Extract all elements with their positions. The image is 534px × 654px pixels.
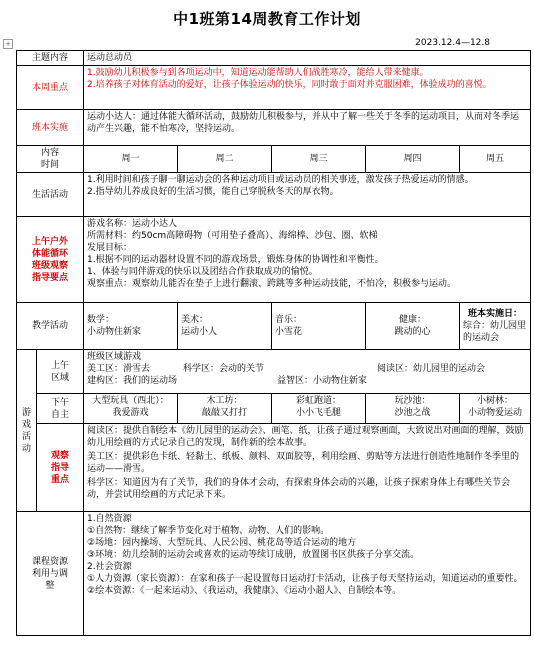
resources-line: ①人力资源（家长资源）：在家和孩子一起设置每日运动打卡活动，让孩子每天坚持运动，知道运动的重要性。 (87, 574, 523, 584)
weekly-focus-label: 本周重点 (17, 66, 84, 110)
teaching-topic: 小雪花 (275, 327, 303, 337)
afternoon-activity: 小小飞毛腿 (296, 408, 342, 418)
class-practice-value: 运动小达人：通过体能大循环活动，鼓励幼儿积极参与，并从中了解一些关于冬季的运动项目，从而对冬季运动产生兴趣，能不怕寒冷，坚持运动。 (84, 110, 531, 146)
teaching-cell-art (178, 303, 272, 350)
afternoon-activity: 沙池之战 (394, 408, 431, 418)
teaching-subject: 健康： (399, 315, 427, 325)
morning-area-row (87, 363, 527, 375)
resources-line: ②绘本资源：《一起来运动》、《我运动，我健康》、《运动小超人》、自制绘本等。 (87, 586, 402, 596)
teaching-cell-math (84, 303, 178, 350)
teaching-cell-health (366, 303, 460, 350)
afternoon-venue: 彩虹跑道： (296, 396, 342, 406)
afternoon-venue: 大型玩具（西北）： (92, 396, 169, 406)
games-label-char: 戏 (21, 419, 31, 430)
outdoor-line: 游戏名称：运动小达人 (87, 219, 178, 229)
resources-line: ①自然物：继续了解季节变化对于植物、动物、人们的影响。 (87, 526, 330, 536)
outdoor-label-line: 班级观察 (32, 260, 69, 271)
life-activity-item: 1.利用时间和孩子聊一聊运动会的各种运动项目或运动员的相关事迹，激发孩子热爱运动的情感。 (87, 175, 474, 185)
observation-line: 美工区：提供彩色卡纸、轻黏土、纸板、颜料、双面胶等，利用绘画、剪贴等方法进行创造性地制作冬季里的运动——滑雪。 (87, 452, 520, 474)
area-science: 科学区：会动的关节 (183, 364, 265, 374)
morning-area-content (84, 350, 531, 394)
teaching-topic: 运动小人 (181, 327, 218, 337)
life-activity-content (84, 173, 531, 217)
theme-label: 主题内容 (17, 51, 84, 66)
outdoor-line: 1.根据不同的运动器材设置不同的游戏场景，锻炼身体的协调性和平衡性。 (87, 255, 384, 265)
schedule-time-label: 时间 (41, 160, 60, 170)
morning-label-line: 区域 (51, 372, 70, 383)
outdoor-line: 所需材料：约50cm高障碍物（可用垫子叠高）、海绵棒、沙包、圈、软梯 (87, 231, 378, 241)
theme-value: 运动总动员 (84, 51, 531, 66)
afternoon-label-line: 下午 (51, 397, 70, 408)
afternoon-cell (460, 394, 531, 424)
observation-label-line: 重点 (51, 474, 70, 485)
teaching-topic: 跳动的心 (394, 327, 431, 337)
day-tuesday: 周二 (178, 146, 272, 173)
afternoon-activity: 我爱游戏 (112, 408, 149, 418)
morning-area-row (87, 375, 527, 387)
area-reading: 阅读区：幼儿园里的运动会 (377, 364, 486, 374)
teaching-subject: 美术： (181, 315, 209, 325)
practice-day-body: 综合：幼儿园里的运动会 (463, 321, 527, 343)
resources-label-line: 整 (45, 580, 55, 591)
area-puzzle: 益智区：小动物住新家 (277, 376, 368, 386)
teaching-subject: 数学： (87, 315, 115, 325)
resources-label-line: 课程资源 (32, 556, 69, 567)
outdoor-line: 发展目标： (87, 243, 133, 253)
weekly-focus-item: 1.鼓励幼儿积极参与到各项运动中，知道运动能帮助人们战胜寒冷，能给人带来健康。 (87, 68, 429, 78)
observation-content (84, 424, 531, 512)
games-label-char: 动 (21, 443, 31, 454)
resources-line: 1.自然资源 (87, 514, 132, 524)
outdoor-content (84, 217, 531, 303)
outdoor-label (17, 217, 84, 303)
area-art: 美工区：滑雪去 (87, 364, 151, 374)
life-activity-item: 2.指导幼儿养成良好的生活习惯，能自己穿脱秋冬天的厚衣物。 (87, 187, 339, 197)
afternoon-cell (178, 394, 272, 424)
schedule-content-label: 内容 (41, 148, 60, 158)
day-thursday: 周四 (366, 146, 460, 173)
afternoon-cell (272, 394, 366, 424)
teaching-topic: 小动物住新家 (87, 327, 142, 337)
teaching-cell-practice-day (460, 303, 531, 350)
observation-label-line: 观察 (51, 450, 70, 461)
observation-label (37, 424, 84, 512)
observation-line: 阅读区：提供自制绘本《幼儿园里的运动会》、画笔、纸，让孩子通过观察画面，大致说出对画面的理解，鼓励幼儿用绘画的方式记录自己的发现，制作新的绘本故事。 (87, 426, 524, 448)
weekly-focus-content (84, 66, 531, 110)
schedule-corner-label (17, 146, 84, 173)
observation-line: 科学区：知道因为有了关节，我们的身体才会动，有探索身体会动的兴趣，让孩子探索身体上有哪些关节会动，并尝试用绘画的方式记录下来。 (87, 478, 511, 500)
weekly-plan-table (16, 50, 531, 636)
table-move-handle-icon[interactable]: + (3, 39, 13, 49)
afternoon-cell (84, 394, 178, 424)
morning-area-label (37, 350, 84, 394)
teaching-cell-music (272, 303, 366, 350)
page-title: 中1班第14周教育工作计划 (173, 10, 361, 28)
resources-line: 2.社会资源 (87, 562, 132, 572)
games-label-char: 游 (21, 407, 31, 418)
outdoor-line: 1、体验与同伴游戏的快乐以及团结合作获取成功的愉悦。 (87, 267, 318, 277)
day-wednesday: 周三 (272, 146, 366, 173)
teaching-label: 教学活动 (17, 303, 84, 350)
practice-day-title: 班本实施日： (468, 309, 523, 319)
morning-area-title: 班级区域游戏 (87, 352, 142, 362)
resources-line: ③环境：幼儿绘制的运动会或喜欢的运动等续订成册，放置图书区供孩子分享交流。 (87, 550, 420, 560)
outdoor-label-line: 上午户外 (32, 236, 69, 247)
outdoor-label-line: 体能循环 (32, 248, 69, 259)
afternoon-activity: 小动物爱运动 (468, 408, 523, 418)
resources-line: ②场地：园内操场、大型玩具、人民公园、桃花岛等适合运动的地方 (87, 538, 357, 548)
afternoon-activity: 敲敲又打打 (202, 408, 248, 418)
morning-label-line: 上午 (51, 360, 70, 371)
resources-content (84, 512, 531, 636)
afternoon-cell (366, 394, 460, 424)
resources-label (17, 512, 84, 636)
afternoon-label-line: 自主 (51, 409, 70, 420)
observation-label-line: 指导 (51, 462, 70, 473)
afternoon-venue: 小树林： (477, 396, 514, 406)
afternoon-venue: 玩沙池： (394, 396, 431, 406)
weekly-focus-item: 2.培养孩子对体育活动的爱好，让孩子体验运动的快乐，同时敢于面对并克服困难，体验成功的喜悦。 (87, 80, 492, 90)
day-monday: 周一 (84, 146, 178, 173)
date-range: 2023.12.4—12.8 (415, 38, 490, 48)
afternoon-venue: 木工坊： (206, 396, 243, 406)
games-label (17, 350, 37, 512)
afternoon-label (37, 394, 84, 424)
area-construction: 建构区：我们的运动场 (87, 376, 178, 386)
games-label-char: 活 (21, 431, 31, 442)
outdoor-line: 观察重点：观察幼儿能否在垫子上进行翻滚、跨跳等多种运动技能，不怕冷，积极参与运动。 (87, 279, 457, 289)
life-activity-label: 生活活动 (17, 173, 84, 217)
outdoor-label-line: 指导要点 (32, 272, 69, 283)
day-friday: 周五 (460, 146, 531, 173)
resources-label-line: 利用与调 (32, 568, 69, 579)
class-practice-label: 班本实施 (17, 110, 84, 146)
teaching-subject: 音乐： (275, 315, 303, 325)
